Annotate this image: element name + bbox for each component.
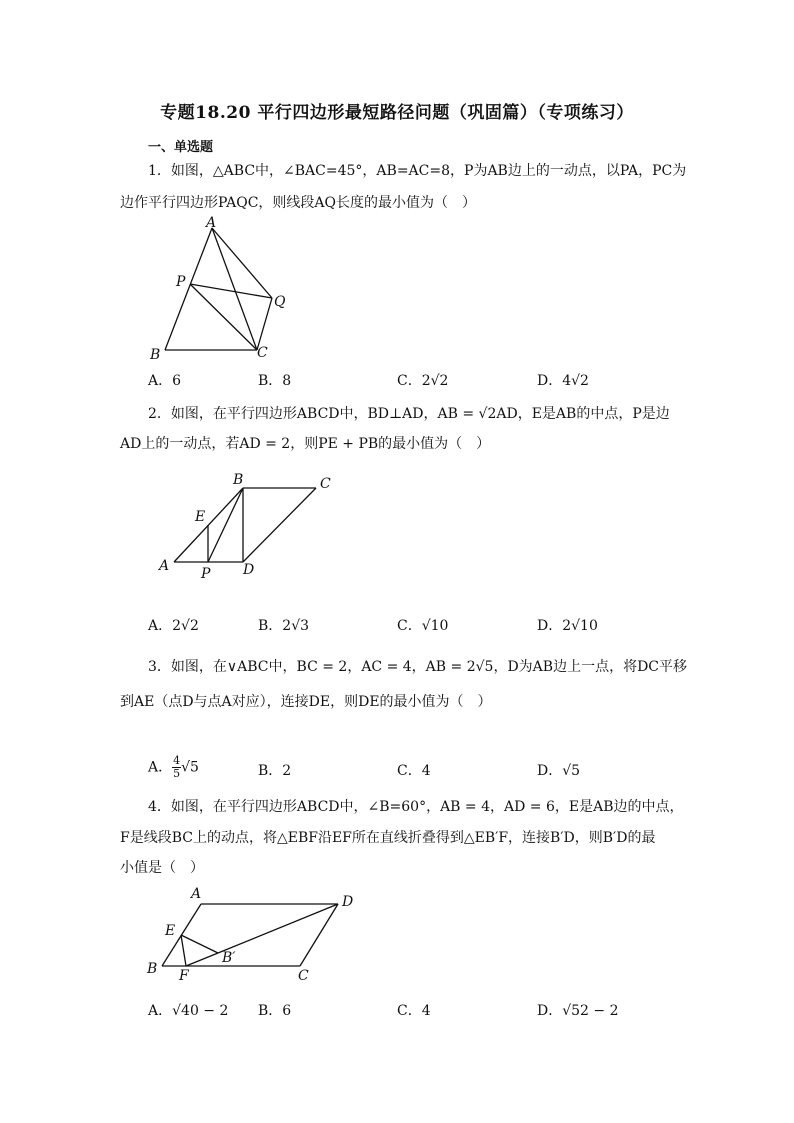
q3-option-a[interactable] [148, 755, 199, 780]
q3-option-d[interactable]: D．√5 [537, 763, 581, 779]
q4-line-1: 4．如图，在平行四边形ABCD中，∠B=60°，AB = 4，AD = 6，E是AB边的中点， [148, 799, 684, 815]
q3-option-c[interactable]: C．4 [397, 763, 431, 779]
q3-line-1: 3．如图，在∨ABC中，BC = 2，AC = 4，AB = 2√5，D为AB边上一点，将DC平移 [148, 659, 688, 675]
q1-label-p: P [176, 274, 186, 290]
q1-option-d[interactable]: D．4√2 [537, 373, 589, 389]
q3-fraction-numerator: 4 [173, 754, 181, 767]
q2-option-c[interactable]: C．√10 [397, 618, 449, 634]
q4-label-b-prime: B′ [222, 950, 236, 966]
q4-seg-eb-prime [181, 935, 218, 953]
q1-line-2: 边作平行四边形PAQC，则线段AQ长度的最小值为（ ） [120, 195, 477, 211]
q4-option-c[interactable]: C．4 [397, 1003, 431, 1019]
section-heading: 一、单选题 [148, 140, 214, 155]
q1-seg-qc [257, 298, 272, 350]
q4-line-2: F是线段BC上的动点，将△EBF沿EF所在直线折叠得到△EB′F，连接B′D，则B′D的最 [120, 830, 656, 846]
q4-option-a[interactable]: A．√40 − 2 [148, 1003, 229, 1019]
q1-figure [140, 215, 300, 365]
q3-option-a-label: A． [148, 759, 173, 776]
q4-label-a: A [191, 886, 202, 902]
q1-label-b: B [150, 347, 161, 363]
q1-seg-aq [212, 228, 272, 298]
q1-label-q: Q [274, 294, 286, 310]
q4-label-e: E [165, 923, 176, 939]
q3-line-2: 到AE（点D与点A对应），连接DE，则DE的最小值为（ ） [120, 694, 492, 710]
q4-seg-b-prime-d [218, 904, 338, 953]
q1-option-b[interactable]: B．8 [258, 373, 292, 389]
q2-option-b[interactable]: B．2√3 [258, 618, 310, 634]
q2-label-p: P [201, 566, 211, 582]
q2-option-a[interactable]: A．2√2 [148, 618, 199, 634]
q4-line-3: 小值是（ ） [120, 860, 204, 876]
page-title: 专题18.20 平行四边形最短路径问题（巩固篇）（专项练习） [160, 103, 634, 123]
q1-line-1: 1．如图，△ABC中，∠BAC=45°，AB=AC=8，P为AB边上的一动点，以PA，PC为 [148, 163, 687, 179]
q3-option-b[interactable]: B．2 [258, 763, 292, 779]
q4-label-d: D [342, 894, 354, 910]
q2-line-1: 2．如图，在平行四边形ABCD中，BD⊥AD，AB = √2AD，E是AB的中点，P是边 [148, 406, 670, 422]
q4-label-c: C [298, 968, 309, 984]
q4-option-b[interactable]: B．6 [258, 1003, 292, 1019]
q3-fraction-radical: √5 [181, 759, 199, 776]
q4-seg-cd [300, 904, 338, 966]
q1-label-a: A [206, 215, 217, 231]
q1-seg-ab [165, 228, 212, 350]
q2-seg-pb [208, 488, 243, 562]
q3-option-a-fraction [172, 755, 181, 780]
q2-label-b: B [233, 472, 244, 488]
q1-label-c: C [257, 345, 268, 361]
q1-option-a[interactable]: A．6 [148, 373, 182, 389]
q2-label-a: A [159, 558, 170, 574]
q1-option-c[interactable]: C．2√2 [397, 373, 449, 389]
q2-line-2: AD上的一动点，若AD = 2，则PE + PB的最小值为（ ） [120, 436, 491, 452]
q2-seg-cd [243, 488, 316, 562]
q2-option-d[interactable]: D．2√10 [537, 618, 598, 634]
q3-fraction-denominator: 5 [173, 767, 181, 780]
q2-label-e: E [195, 509, 206, 525]
q4-label-b: B [147, 961, 158, 977]
q2-label-d: D [243, 562, 255, 578]
q4-label-f: F [179, 968, 189, 984]
q4-figure [140, 880, 370, 985]
q4-option-d[interactable]: D．√52 − 2 [537, 1003, 619, 1019]
q4-seg-ef [181, 935, 186, 966]
q4-seg-fb-prime [186, 953, 218, 966]
q2-label-c: C [320, 476, 331, 492]
q2-figure [150, 470, 350, 585]
